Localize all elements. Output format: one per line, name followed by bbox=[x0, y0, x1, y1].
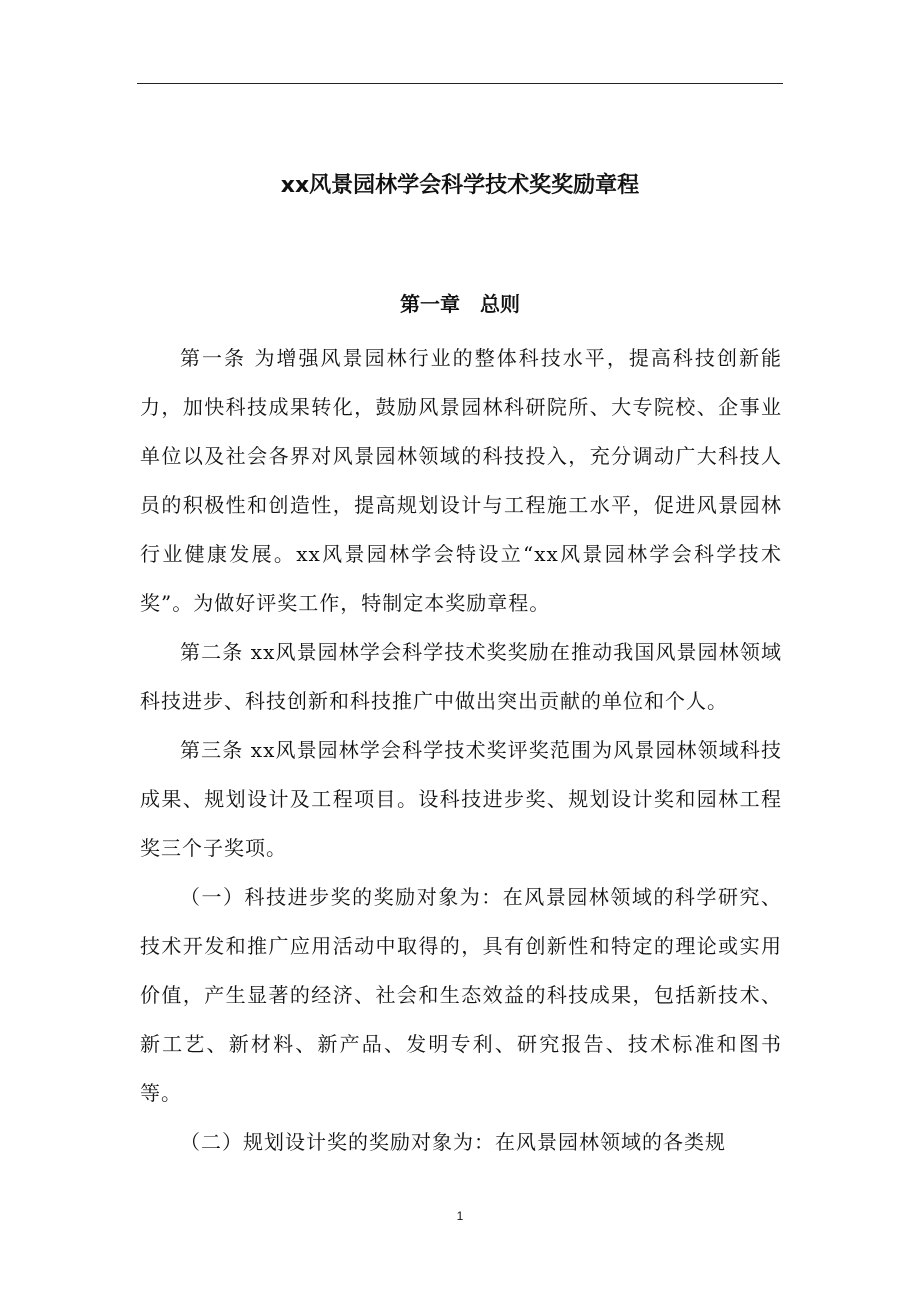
chapter-heading: 第一章 总则 bbox=[400, 292, 520, 316]
paragraph-item-2: （二）规划设计奖的奖励对象为：在风景园林领域的各类规 bbox=[180, 1130, 726, 1154]
paragraph-article-1: 第一条 为增强风景园林行业的整体科技水平，提高科技创新能力，加快科技成果转化，鼓励风景园林科研院所、大专院校、企事业单位以及社会各界对风景园林领域的科技投入，充分调动广大科技人员的积极性和创造性，提高规划设计与工程施工水平，促进风景园林行业健康发展。xx风景园林学会特设立“xx风景园林学会科学技术奖”。为做好评奖工作，特制定本奖励章程。 bbox=[140, 346, 782, 615]
body-text bbox=[140, 334, 782, 1167]
paragraph-article-2: 第二条 xx风景园林学会科学技术奖奖励在推动我国风景园林领域科技进步、科技创新和科技推广中做出突出贡献的单位和个人。 bbox=[140, 640, 782, 713]
page-number: 1 bbox=[456, 1209, 464, 1223]
header-rule bbox=[137, 83, 783, 84]
paragraph-article-3: 第三条 xx风景园林学会科学技术奖评奖范围为风景园林领域科技成果、规划设计及工程项目。设科技进步奖、规划设计奖和园林工程奖三个子奖项。 bbox=[140, 738, 782, 860]
paragraph-item-1: （一）科技进步奖的奖励对象为：在风景园林领域的科学研究、技术开发和推广应用活动中取得的，具有创新性和特定的理论或实用价值，产生显著的经济、社会和生态效益的科技成果，包括新技术、新工艺、新材料、新产品、发明专利、研究报告、技术标准和图书等。 bbox=[140, 885, 782, 1105]
document-title: xx风景园林学会科学技术奖奖励章程 bbox=[280, 173, 640, 198]
